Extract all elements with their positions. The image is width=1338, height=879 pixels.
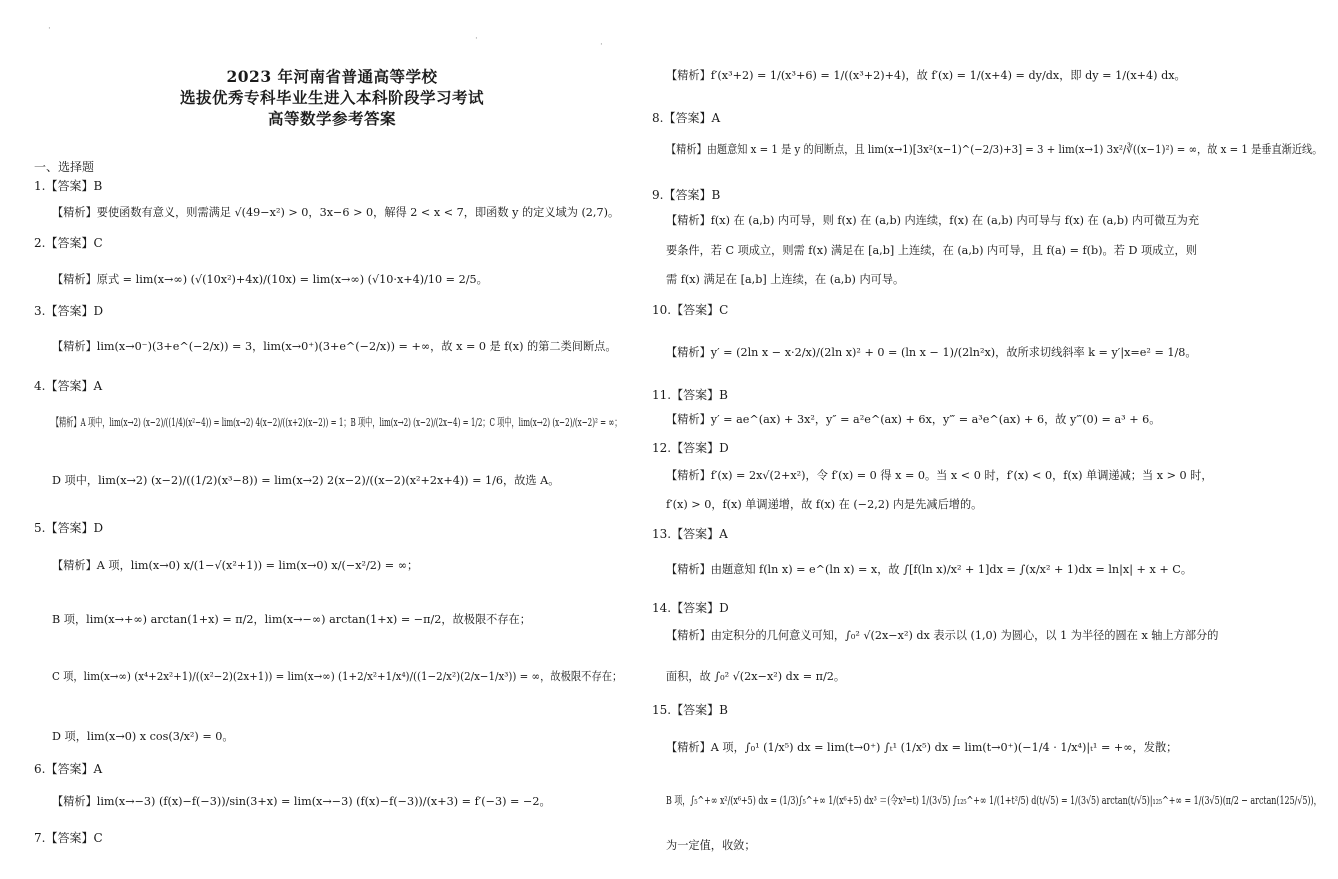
answer-line: 1.【答案】B xyxy=(34,179,103,193)
analysis-line: 【精析】要使函数有意义，则需满足 √(49−x²) > 0，3x−6 > 0，解得 2 < x < 7，即函数 y 的定义域为 (2,7)。 xyxy=(52,206,620,219)
answer-line: 6.【答案】A xyxy=(34,762,103,776)
answer-line: 7.【答案】C xyxy=(34,831,103,845)
analysis-line: 【精析】A 项，∫₀¹ (1/x⁵) dx = lim(t→0⁺) ∫ₜ¹ (1/x⁵) dx = lim(t→0⁺)(−1/4 · 1/x⁴)|ₜ¹ = +∞，发散； xyxy=(666,741,1178,754)
analysis-line: 需 f(x) 满足在 [a,b] 上连续，在 (a,b) 内可导。 xyxy=(666,273,905,286)
answer-line: 11.【答案】B xyxy=(652,388,728,402)
analysis-line: 要条件，若 C 项成立，则需 f(x) 满足在 [a,b] 上连续，在 (a,b) 内可导，且 f(a) = f(b)。若 D 项成立，则 xyxy=(666,244,1197,257)
analysis-line: 【精析】f′(x³+2) = 1/(x³+6) = 1/((x³+2)+4)，故 f′(x) = 1/(x+4) = dy/dx，即 dy = 1/(x+4) dx。 xyxy=(666,69,1186,82)
answer-line: 13.【答案】A xyxy=(652,527,728,541)
title-line-1: 2023 年河南省普通高等学校 xyxy=(226,67,438,86)
analysis-line: 【精析】由题意知 f(ln x) = e^(ln x) = x，故 ∫[f(ln x)/x² + 1]dx = ∫(x/x² + 1)dx = ln|x| + x + C。 xyxy=(666,563,1193,576)
answer-line: 8.【答案】A xyxy=(652,111,721,125)
document-title xyxy=(22,66,642,129)
analysis-line: f′(x) > 0，f(x) 单调递增，故 f(x) 在 (−2,2) 内是先减后增的。 xyxy=(666,498,983,511)
section-heading: 一、选择题 xyxy=(34,160,95,174)
analysis-line: 【精析】f′(x) = 2x√(2+x²)，令 f′(x) = 0 得 x = 0。当 x < 0 时，f′(x) < 0，f(x) 单调递减；当 x > 0 时， xyxy=(666,469,1213,482)
answer-line: 9.【答案】B xyxy=(652,188,721,202)
analysis-line: 为一定值，收敛； xyxy=(666,839,756,852)
answer-line: 3.【答案】D xyxy=(34,304,104,318)
analysis-line: D 项，lim(x→0) x cos(3/x²) = 0。 xyxy=(52,730,234,743)
analysis-line: B 项，∫₅^+∞ x²/(x⁶+5) dx = (1/3)∫₅^+∞ 1/(x⁶+5) dx³ ＝(令x³=t) 1/(3√5) ∫₁₂₅^+∞ 1/(1+t²/5) d(t/√5) = 1/(3√5) arctan(t/√5)|₁₂₅^+∞ = 1/(3√5)(π/2 − arctan(125/√5))， xyxy=(666,794,1322,807)
answer-line: 15.【答案】B xyxy=(652,703,728,717)
answer-line: 10.【答案】C xyxy=(652,303,729,317)
analysis-line: D 项中，lim(x→2) (x−2)/((1/2)(x³−8)) = lim(x→2) 2(x−2)/((x−2)(x²+2x+4)) = 1/6，故选 A。 xyxy=(52,474,560,487)
analysis-line: 面积，故 ∫₀² √(2x−x²) dx = π/2。 xyxy=(666,670,846,683)
analysis-line: 【精析】由题意知 x = 1 是 y 的间断点，且 lim(x→1)[3x²(x−1)^(−2/3)+3] = 3 + lim(x→1) 3x²/∛((x−1)²) = ∞，故 x = 1 是垂直渐近线。 xyxy=(666,143,1323,156)
title-line-2: 选拔优秀专科毕业生进入本科阶段学习考试 xyxy=(179,88,484,107)
analysis-line: 【精析】lim(x→0⁻)(3+e^(−2/x)) = 3，lim(x→0⁺)(3+e^(−2/x)) = +∞，故 x = 0 是 f(x) 的第二类间断点。 xyxy=(52,340,617,353)
analysis-line: 【精析】y′ = ae^(ax) + 3x²，y″ = a²e^(ax) + 6x，y‴ = a³e^(ax) + 6，故 y‴(0) = a³ + 6。 xyxy=(666,413,1161,426)
answer-line: 2.【答案】C xyxy=(34,236,103,250)
analysis-line: B 项，lim(x→+∞) arctan(1+x) = π/2，lim(x→−∞) arctan(1+x) = −π/2，故极限不存在； xyxy=(52,613,531,626)
analysis-line: 【精析】lim(x→−3) (f(x)−f(−3))/sin(3+x) = lim(x→−3) (f(x)−f(−3))/(x+3) = f′(−3) = −2。 xyxy=(52,795,551,808)
scan-speck: · xyxy=(48,24,51,34)
answer-line: 4.【答案】A xyxy=(34,379,103,393)
analysis-line: C 项，lim(x→∞) (x⁴+2x²+1)/((x²−2)(2x+1)) = lim(x→∞) (1+2/x²+1/x⁴)/((1−2/x²)(2/x−1/x³)) = ∞，故极限不存在； xyxy=(52,670,623,683)
answer-line: 12.【答案】D xyxy=(652,441,729,455)
analysis-line: 【精析】f(x) 在 (a,b) 内可导，则 f(x) 在 (a,b) 内连续，f(x) 在 (a,b) 内可导与 f(x) 在 (a,b) 内可微互为充 xyxy=(666,214,1200,227)
analysis-line: 【精析】y′ = (2ln x − x·2/x)/(2ln x)² + 0 = (ln x − 1)/(2ln²x)，故所求切线斜率 k = y′|x=e² = 1/8。 xyxy=(666,346,1197,359)
scan-speck: · xyxy=(600,40,603,50)
scan-speck: · xyxy=(475,34,478,44)
title-line-3: 高等数学参考答案 xyxy=(267,109,396,128)
answer-line: 5.【答案】D xyxy=(34,521,104,535)
analysis-line: 【精析】原式 = lim(x→∞) (√(10x²)+4x)/(10x) = lim(x→∞) (√10·x+4)/10 = 2/5。 xyxy=(52,273,488,286)
analysis-line: 【精析】A 项，lim(x→0) x/(1−√(x²+1)) = lim(x→0) x/(−x²/2) = ∞； xyxy=(52,559,419,572)
answer-line: 14.【答案】D xyxy=(652,601,729,615)
analysis-line: 【精析】A 项中，lim(x→2) (x−2)/((1/4)(x²−4)) = lim(x→2) 4(x−2)/((x+2)(x−2)) = 1；B 项中，lim(x→2) (x−2)/(2x−4) = 1/2；C 项中，lim(x→2) (x−2)/(x−2)² = ∞； xyxy=(52,416,622,429)
analysis-line: 【精析】由定积分的几何意义可知，∫₀² √(2x−x²) dx 表示以 (1,0) 为圆心，以 1 为半径的圆在 x 轴上方部分的 xyxy=(666,629,1219,642)
